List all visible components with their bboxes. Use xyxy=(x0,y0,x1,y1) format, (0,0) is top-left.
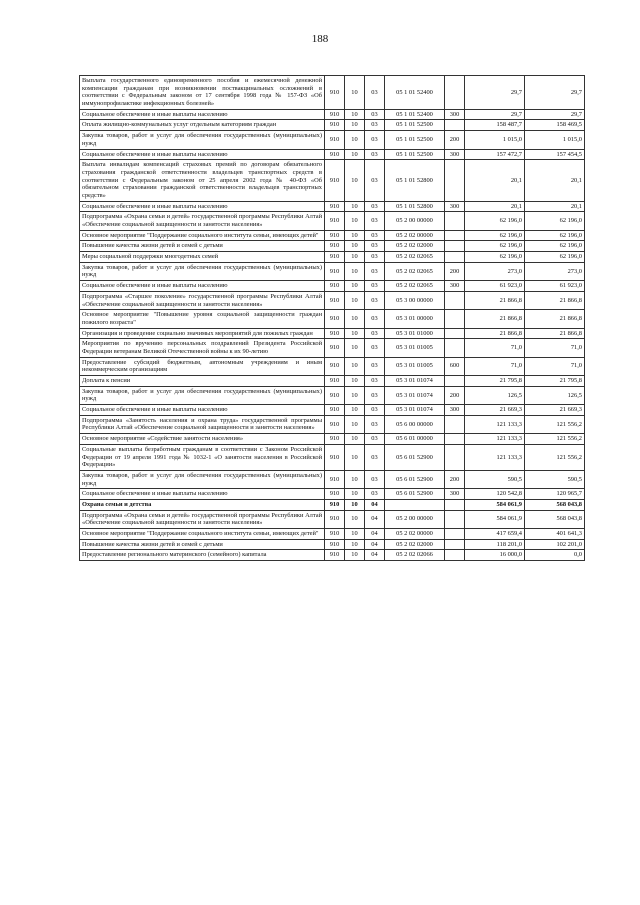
row-expense-type-cell xyxy=(445,230,465,241)
row-target-article-cell: 05 3 01 00000 xyxy=(385,310,445,328)
row-sum-year2-cell: 158 469,5 xyxy=(525,120,585,131)
row-expense-type-cell xyxy=(445,529,465,540)
page-number: 188 xyxy=(311,33,329,45)
row-target-article-cell: 05 3 01 01005 xyxy=(385,357,445,375)
row-subsection-cell: 03 xyxy=(365,76,385,110)
row-grbs-cell: 910 xyxy=(325,434,345,445)
row-sum-year1-cell: 21 866,8 xyxy=(465,291,525,309)
row-expense-type-cell: 600 xyxy=(445,357,465,375)
row-sum-year2-cell: 71,0 xyxy=(525,357,585,375)
row-grbs-cell: 910 xyxy=(325,262,345,280)
row-sum-year2-cell: 20,1 xyxy=(525,160,585,201)
row-target-article-cell: 05 2 02 02065 xyxy=(385,252,445,263)
row-target-article-cell: 05 6 01 52900 xyxy=(385,470,445,488)
row-expense-type-cell xyxy=(445,539,465,550)
row-name-cell: Предоставление субсидий бюджетным, автономным учреждениям и иным некоммерческим организациям xyxy=(80,357,325,375)
row-target-article-cell: 05 6 00 00000 xyxy=(385,415,445,433)
row-expense-type-cell xyxy=(445,499,465,510)
row-name-cell: Социальные выплаты безработным гражданам в соответствии с Законом Российской Федерации от 19 апреля 1991 года № 1032-1 «О занятости населения в Российской Федерации» xyxy=(80,444,325,470)
row-name-cell: Основное мероприятие "Поддержание социального института семьи, имеющих детей" xyxy=(80,529,325,540)
row-grbs-cell: 910 xyxy=(325,499,345,510)
row-sum-year2-cell: 21 669,3 xyxy=(525,405,585,416)
row-name-cell: Основное мероприятие "Повышение уровня социальной защищенности граждан пожилого возраста" xyxy=(80,310,325,328)
row-sum-year1-cell: 584 061,9 xyxy=(465,510,525,528)
row-sum-year1-cell: 121 133,3 xyxy=(465,434,525,445)
table-row xyxy=(80,434,585,445)
row-name-cell: Социальное обеспечение и иные выплаты населению xyxy=(80,109,325,120)
row-sum-year1-cell: 62 196,0 xyxy=(465,241,525,252)
row-expense-type-cell xyxy=(445,252,465,263)
table-row xyxy=(80,230,585,241)
row-name-cell: Закупка товаров, работ и услуг для обеспечения государственных (муниципальных) нужд xyxy=(80,470,325,488)
row-section-cell: 10 xyxy=(345,415,365,433)
row-sum-year1-cell: 21 795,8 xyxy=(465,376,525,387)
row-grbs-cell: 910 xyxy=(325,510,345,528)
table-row xyxy=(80,131,585,149)
row-subsection-cell: 03 xyxy=(365,291,385,309)
row-sum-year2-cell: 62 196,0 xyxy=(525,252,585,263)
row-sum-year2-cell: 121 556,2 xyxy=(525,444,585,470)
table-row xyxy=(80,281,585,292)
row-target-article-cell: 05 6 01 52900 xyxy=(385,489,445,500)
row-target-article-cell: 05 3 01 01074 xyxy=(385,376,445,387)
row-sum-year1-cell: 71,0 xyxy=(465,339,525,357)
row-section-cell: 10 xyxy=(345,310,365,328)
row-sum-year1-cell: 584 061,9 xyxy=(465,499,525,510)
row-subsection-cell: 03 xyxy=(365,470,385,488)
row-sum-year1-cell: 21 866,8 xyxy=(465,310,525,328)
row-sum-year2-cell: 121 556,2 xyxy=(525,415,585,433)
row-name-cell: Закупка товаров, работ и услуг для обеспечения государственных (муниципальных) нужд xyxy=(80,386,325,404)
row-name-cell: Основное мероприятие "Поддержание социального института семьи, имеющих детей" xyxy=(80,230,325,241)
row-name-cell: Оплата жилищно-коммунальных услуг отдельным категориям граждан xyxy=(80,120,325,131)
row-sum-year2-cell: 121 556,2 xyxy=(525,434,585,445)
row-name-cell: Социальное обеспечение и иные выплаты населению xyxy=(80,201,325,212)
row-target-article-cell: 05 3 01 01005 xyxy=(385,339,445,357)
row-section-cell: 10 xyxy=(345,386,365,404)
table-row xyxy=(80,310,585,328)
row-sum-year2-cell: 61 923,0 xyxy=(525,281,585,292)
row-target-article-cell: 05 3 00 00000 xyxy=(385,291,445,309)
table-row xyxy=(80,376,585,387)
row-target-article-cell: 05 1 01 52400 xyxy=(385,76,445,110)
row-section-cell: 10 xyxy=(345,405,365,416)
row-grbs-cell: 910 xyxy=(325,405,345,416)
row-grbs-cell: 910 xyxy=(325,328,345,339)
row-target-article-cell: 05 1 01 52800 xyxy=(385,160,445,201)
row-sum-year2-cell: 120 965,7 xyxy=(525,489,585,500)
row-section-cell: 10 xyxy=(345,109,365,120)
row-subsection-cell: 04 xyxy=(365,550,385,561)
row-name-cell: Закупка товаров, работ и услуг для обеспечения государственных (муниципальных) нужд xyxy=(80,131,325,149)
row-sum-year2-cell: 20,1 xyxy=(525,201,585,212)
table-row xyxy=(80,241,585,252)
row-grbs-cell: 910 xyxy=(325,230,345,241)
row-expense-type-cell: 300 xyxy=(445,149,465,160)
row-section-cell: 10 xyxy=(345,262,365,280)
row-grbs-cell: 910 xyxy=(325,201,345,212)
row-sum-year1-cell: 158 487,7 xyxy=(465,120,525,131)
row-expense-type-cell: 300 xyxy=(445,489,465,500)
row-sum-year2-cell: 21 795,8 xyxy=(525,376,585,387)
row-expense-type-cell: 300 xyxy=(445,405,465,416)
row-expense-type-cell xyxy=(445,550,465,561)
table-row xyxy=(80,328,585,339)
row-grbs-cell: 910 xyxy=(325,529,345,540)
row-subsection-cell: 03 xyxy=(365,212,385,230)
row-subsection-cell: 03 xyxy=(365,131,385,149)
row-sum-year1-cell: 273,0 xyxy=(465,262,525,280)
row-grbs-cell: 910 xyxy=(325,489,345,500)
row-subsection-cell: 03 xyxy=(365,109,385,120)
row-target-article-cell: 05 2 02 02000 xyxy=(385,539,445,550)
row-target-article-cell: 05 2 02 00000 xyxy=(385,529,445,540)
row-expense-type-cell: 200 xyxy=(445,386,465,404)
table-row xyxy=(80,262,585,280)
row-grbs-cell: 910 xyxy=(325,160,345,201)
row-sum-year1-cell: 121 133,3 xyxy=(465,444,525,470)
row-section-cell: 10 xyxy=(345,212,365,230)
row-section-cell: 10 xyxy=(345,539,365,550)
row-target-article-cell: 05 2 02 02065 xyxy=(385,281,445,292)
row-section-cell: 10 xyxy=(345,131,365,149)
row-sum-year1-cell: 29,7 xyxy=(465,76,525,110)
row-sum-year1-cell: 62 196,0 xyxy=(465,252,525,263)
row-grbs-cell: 910 xyxy=(325,444,345,470)
table-row xyxy=(80,405,585,416)
table-body xyxy=(80,76,585,561)
row-section-cell: 10 xyxy=(345,281,365,292)
row-sum-year1-cell: 590,5 xyxy=(465,470,525,488)
table-row xyxy=(80,149,585,160)
row-subsection-cell: 03 xyxy=(365,357,385,375)
budget-table xyxy=(79,75,585,561)
row-subsection-cell: 03 xyxy=(365,489,385,500)
row-grbs-cell: 910 xyxy=(325,539,345,550)
table-row xyxy=(80,489,585,500)
row-target-article-cell: 05 2 02 02065 xyxy=(385,262,445,280)
row-subsection-cell: 03 xyxy=(365,434,385,445)
row-section-cell: 10 xyxy=(345,339,365,357)
row-sum-year1-cell: 62 196,0 xyxy=(465,212,525,230)
row-expense-type-cell xyxy=(445,510,465,528)
row-expense-type-cell xyxy=(445,160,465,201)
table-row xyxy=(80,109,585,120)
row-section-cell: 10 xyxy=(345,499,365,510)
row-target-article-cell: 05 1 01 52500 xyxy=(385,149,445,160)
row-name-cell: Повышение качества жизни детей и семей с детьми xyxy=(80,241,325,252)
row-grbs-cell: 910 xyxy=(325,149,345,160)
row-sum-year2-cell: 590,5 xyxy=(525,470,585,488)
row-sum-year2-cell: 157 454,5 xyxy=(525,149,585,160)
row-subsection-cell: 03 xyxy=(365,241,385,252)
row-expense-type-cell: 200 xyxy=(445,262,465,280)
row-sum-year1-cell: 120 542,8 xyxy=(465,489,525,500)
row-target-article-cell: 05 2 02 02000 xyxy=(385,241,445,252)
row-grbs-cell: 910 xyxy=(325,357,345,375)
row-target-article-cell: 05 3 01 01000 xyxy=(385,328,445,339)
row-sum-year1-cell: 118 201,0 xyxy=(465,539,525,550)
row-section-cell: 10 xyxy=(345,434,365,445)
table-row xyxy=(80,470,585,488)
row-sum-year2-cell: 102 201,0 xyxy=(525,539,585,550)
row-subsection-cell: 03 xyxy=(365,262,385,280)
row-sum-year1-cell: 126,5 xyxy=(465,386,525,404)
row-target-article-cell: 05 2 02 02066 xyxy=(385,550,445,561)
row-expense-type-cell xyxy=(445,76,465,110)
row-grbs-cell: 910 xyxy=(325,281,345,292)
row-sum-year1-cell: 157 472,7 xyxy=(465,149,525,160)
row-target-article-cell: 05 2 00 00000 xyxy=(385,510,445,528)
row-name-cell: Выплата инвалидам компенсаций страховых премий по договорам обязательного страхования гражданской ответственности владельцев транспортных средств в соответствии с Федеральным законом от 25 апреля 2002 года № 40-ФЗ «Об обязательном страховании гражданской ответственности владельцев транспортных средств» xyxy=(80,160,325,201)
row-sum-year2-cell: 1 015,0 xyxy=(525,131,585,149)
row-expense-type-cell xyxy=(445,415,465,433)
row-target-article-cell: 05 6 01 00000 xyxy=(385,434,445,445)
row-subsection-cell: 04 xyxy=(365,529,385,540)
row-sum-year1-cell: 62 196,0 xyxy=(465,230,525,241)
row-name-cell: Доплата к пенсии xyxy=(80,376,325,387)
row-section-cell: 10 xyxy=(345,444,365,470)
table-row xyxy=(80,444,585,470)
row-subsection-cell: 03 xyxy=(365,120,385,131)
row-section-cell: 10 xyxy=(345,252,365,263)
row-section-cell: 10 xyxy=(345,120,365,131)
row-expense-type-cell xyxy=(445,339,465,357)
row-name-cell: Социальное обеспечение и иные выплаты населению xyxy=(80,405,325,416)
row-expense-type-cell: 200 xyxy=(445,470,465,488)
row-expense-type-cell: 300 xyxy=(445,201,465,212)
row-grbs-cell: 910 xyxy=(325,120,345,131)
table-row xyxy=(80,212,585,230)
row-section-cell: 10 xyxy=(345,241,365,252)
row-sum-year1-cell: 20,1 xyxy=(465,160,525,201)
row-name-cell: Социальное обеспечение и иные выплаты населению xyxy=(80,281,325,292)
row-grbs-cell: 910 xyxy=(325,470,345,488)
table-row xyxy=(80,510,585,528)
row-sum-year2-cell: 21 866,8 xyxy=(525,328,585,339)
row-grbs-cell: 910 xyxy=(325,339,345,357)
row-expense-type-cell: 200 xyxy=(445,131,465,149)
row-sum-year2-cell: 568 043,8 xyxy=(525,510,585,528)
row-target-article-cell: 05 6 01 52900 xyxy=(385,444,445,470)
row-sum-year2-cell: 21 866,8 xyxy=(525,291,585,309)
row-grbs-cell: 910 xyxy=(325,131,345,149)
row-grbs-cell: 910 xyxy=(325,310,345,328)
row-expense-type-cell: 300 xyxy=(445,281,465,292)
row-subsection-cell: 03 xyxy=(365,415,385,433)
table-row xyxy=(80,252,585,263)
row-section-cell: 10 xyxy=(345,510,365,528)
row-sum-year2-cell: 62 196,0 xyxy=(525,241,585,252)
row-section-cell: 10 xyxy=(345,230,365,241)
row-name-cell: Социальное обеспечение и иные выплаты населению xyxy=(80,489,325,500)
row-target-article-cell: 05 3 01 01074 xyxy=(385,405,445,416)
row-subsection-cell: 03 xyxy=(365,444,385,470)
table-row xyxy=(80,415,585,433)
row-sum-year1-cell: 61 923,0 xyxy=(465,281,525,292)
row-section-cell: 10 xyxy=(345,160,365,201)
row-sum-year2-cell: 71,0 xyxy=(525,339,585,357)
row-name-cell: Закупка товаров, работ и услуг для обеспечения государственных (муниципальных) нужд xyxy=(80,262,325,280)
row-section-cell: 10 xyxy=(345,149,365,160)
row-expense-type-cell xyxy=(445,291,465,309)
row-sum-year1-cell: 121 133,3 xyxy=(465,415,525,433)
row-subsection-cell: 03 xyxy=(365,376,385,387)
row-name-cell: Меры социальной поддержки многодетных семей xyxy=(80,252,325,263)
row-subsection-cell: 04 xyxy=(365,539,385,550)
row-section-cell: 10 xyxy=(345,357,365,375)
row-expense-type-cell xyxy=(445,212,465,230)
row-target-article-cell: 05 2 02 00000 xyxy=(385,230,445,241)
row-name-cell: Повышение качества жизни детей и семей с детьми xyxy=(80,539,325,550)
row-subsection-cell: 03 xyxy=(365,328,385,339)
table-row xyxy=(80,529,585,540)
row-subsection-cell: 03 xyxy=(365,281,385,292)
row-expense-type-cell: 300 xyxy=(445,109,465,120)
row-target-article-cell: 05 1 01 52500 xyxy=(385,131,445,149)
row-name-cell: Социальное обеспечение и иные выплаты населению xyxy=(80,149,325,160)
table-row xyxy=(80,120,585,131)
row-subsection-cell: 03 xyxy=(365,160,385,201)
row-subsection-cell: 04 xyxy=(365,499,385,510)
row-sum-year1-cell: 29,7 xyxy=(465,109,525,120)
table-row xyxy=(80,539,585,550)
row-name-cell: Подпрограмма «Охрана семьи и детей» государственной программы Республики Алтай «Обеспечение социальной защищенности и занятости населения» xyxy=(80,510,325,528)
row-section-cell: 10 xyxy=(345,76,365,110)
row-name-cell: Организация и проведение социально значимых мероприятий для пожилых граждан xyxy=(80,328,325,339)
row-name-cell: Основное мероприятие «Содействие занятости населения» xyxy=(80,434,325,445)
row-target-article-cell: 05 1 01 52400 xyxy=(385,109,445,120)
row-section-cell: 10 xyxy=(345,470,365,488)
row-sum-year2-cell: 21 866,8 xyxy=(525,310,585,328)
row-grbs-cell: 910 xyxy=(325,376,345,387)
row-name-cell: Подпрограмма «Старшее поколение» государственной программы Республики Алтай «Обеспечение социальной защищенности и занятости населения» xyxy=(80,291,325,309)
table-row xyxy=(80,550,585,561)
row-sum-year1-cell: 21 866,8 xyxy=(465,328,525,339)
row-subsection-cell: 03 xyxy=(365,230,385,241)
row-target-article-cell: 05 1 01 52500 xyxy=(385,120,445,131)
row-subsection-cell: 03 xyxy=(365,339,385,357)
row-sum-year1-cell: 71,0 xyxy=(465,357,525,375)
row-target-article-cell xyxy=(385,499,445,510)
row-name-cell: Предоставление регионального материнского (семейного) капитала xyxy=(80,550,325,561)
row-sum-year2-cell: 62 196,0 xyxy=(525,230,585,241)
row-section-cell: 10 xyxy=(345,489,365,500)
row-sum-year2-cell: 568 043,8 xyxy=(525,499,585,510)
table-row xyxy=(80,357,585,375)
row-target-article-cell: 05 2 00 00000 xyxy=(385,212,445,230)
row-name-cell: Подпрограмма «Охрана семьи и детей» государственной программы Республики Алтай «Обеспечение социальной защищенности и занятости населения» xyxy=(80,212,325,230)
row-sum-year1-cell: 417 659,4 xyxy=(465,529,525,540)
table-row xyxy=(80,76,585,110)
row-expense-type-cell xyxy=(445,241,465,252)
table-row xyxy=(80,499,585,510)
row-grbs-cell: 910 xyxy=(325,212,345,230)
row-section-cell: 10 xyxy=(345,376,365,387)
table-row xyxy=(80,291,585,309)
row-sum-year1-cell: 1 015,0 xyxy=(465,131,525,149)
row-subsection-cell: 03 xyxy=(365,201,385,212)
row-grbs-cell: 910 xyxy=(325,386,345,404)
row-expense-type-cell xyxy=(445,376,465,387)
row-sum-year2-cell: 29,7 xyxy=(525,109,585,120)
row-grbs-cell: 910 xyxy=(325,252,345,263)
row-expense-type-cell xyxy=(445,434,465,445)
row-name-cell: Выплата государственного единовременного пособия и ежемесячной денежной компенсации гражданам при возникновении поствакцинальных осложнений в соответствии с Федеральным законом от 17 сентября 1998 года № 157-ФЗ «Об иммунопрофилактике инфекционных болезней» xyxy=(80,76,325,110)
row-subsection-cell: 03 xyxy=(365,405,385,416)
row-sum-year2-cell: 273,0 xyxy=(525,262,585,280)
row-section-cell: 10 xyxy=(345,529,365,540)
row-name-cell: Охрана семьи и детства xyxy=(80,499,325,510)
row-section-cell: 10 xyxy=(345,550,365,561)
row-expense-type-cell xyxy=(445,444,465,470)
row-sum-year2-cell: 62 196,0 xyxy=(525,212,585,230)
row-target-article-cell: 05 1 01 52800 xyxy=(385,201,445,212)
row-section-cell: 10 xyxy=(345,201,365,212)
row-grbs-cell: 910 xyxy=(325,109,345,120)
row-grbs-cell: 910 xyxy=(325,76,345,110)
row-subsection-cell: 03 xyxy=(365,149,385,160)
row-sum-year2-cell: 29,7 xyxy=(525,76,585,110)
row-subsection-cell: 03 xyxy=(365,310,385,328)
row-sum-year1-cell: 16 000,0 xyxy=(465,550,525,561)
row-sum-year2-cell: 126,5 xyxy=(525,386,585,404)
row-grbs-cell: 910 xyxy=(325,291,345,309)
table-row xyxy=(80,160,585,201)
row-subsection-cell: 04 xyxy=(365,510,385,528)
row-grbs-cell: 910 xyxy=(325,415,345,433)
row-target-article-cell: 05 3 01 01074 xyxy=(385,386,445,404)
table-row xyxy=(80,386,585,404)
row-subsection-cell: 03 xyxy=(365,252,385,263)
row-name-cell: Мероприятия по вручению персональных поздравлений Президента Российской Федерации ветеранам Великой Отечественной войны к их 90-летию xyxy=(80,339,325,357)
row-subsection-cell: 03 xyxy=(365,386,385,404)
row-section-cell: 10 xyxy=(345,328,365,339)
row-expense-type-cell xyxy=(445,328,465,339)
row-name-cell: Подпрограмма «Занятость населения и охрана труда» государственной программы Республики Алтай «Обеспечение социальной защищенности и занятости населения» xyxy=(80,415,325,433)
row-expense-type-cell xyxy=(445,310,465,328)
row-grbs-cell: 910 xyxy=(325,550,345,561)
row-section-cell: 10 xyxy=(345,291,365,309)
row-sum-year2-cell: 0,0 xyxy=(525,550,585,561)
row-sum-year1-cell: 21 669,3 xyxy=(465,405,525,416)
table-row xyxy=(80,201,585,212)
row-sum-year2-cell: 401 641,3 xyxy=(525,529,585,540)
row-expense-type-cell xyxy=(445,120,465,131)
row-grbs-cell: 910 xyxy=(325,241,345,252)
table-row xyxy=(80,339,585,357)
row-sum-year1-cell: 20,1 xyxy=(465,201,525,212)
